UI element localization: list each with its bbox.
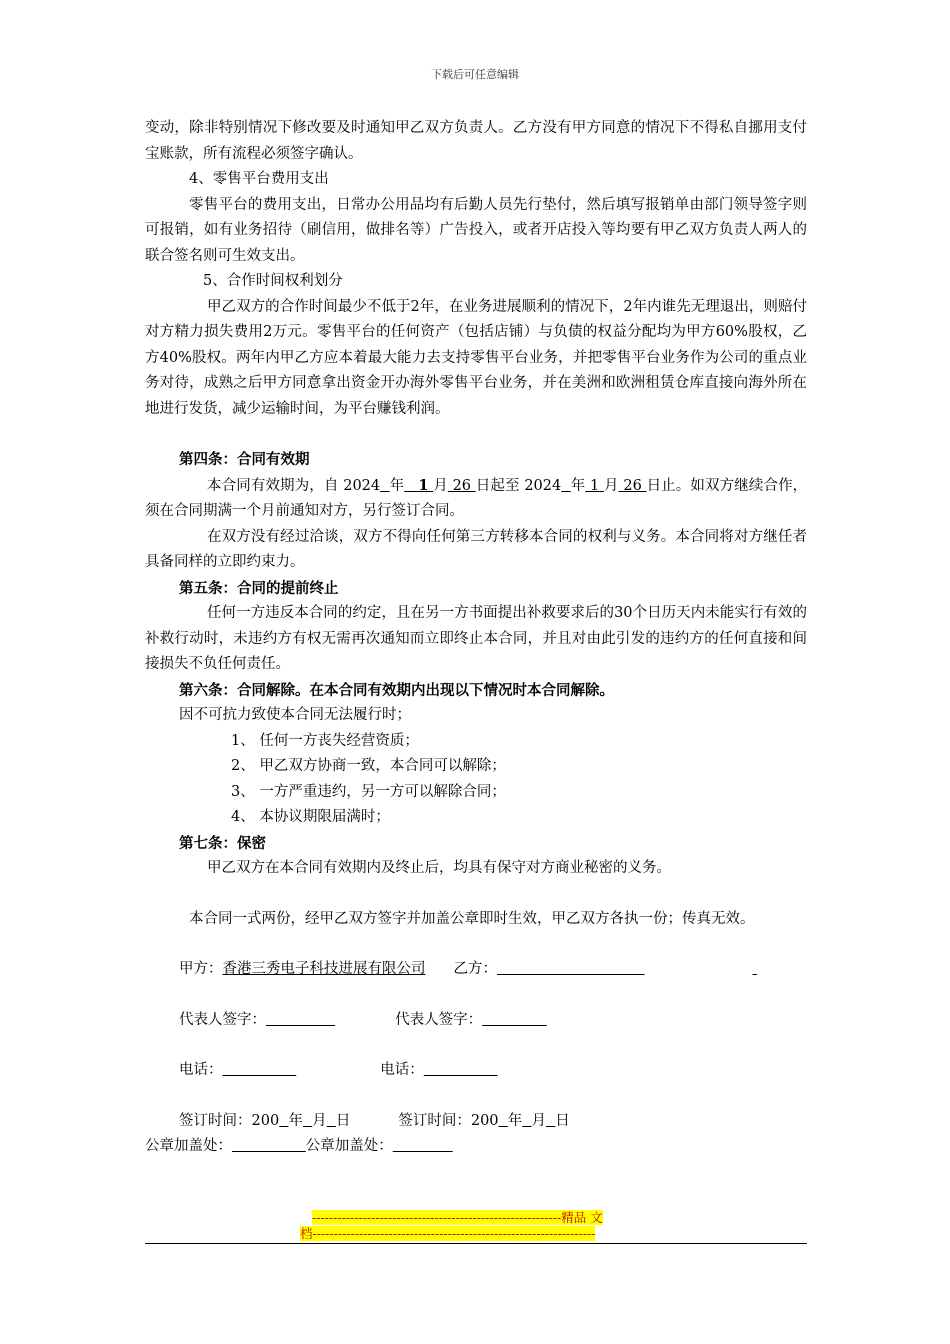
paragraph: 任何一方违反本合同的约定，且在另一方书面提出补救要求后的30个日历天内未能实行有效的补救行动时，未违约方有权无需再次通知而立即终止本合同，并且对由此引发的违约方的任何直接和间接损失不负任何责任。 xyxy=(145,605,807,672)
closing-paragraph: 本合同一式两份，经甲乙双方签字并加盖公章即时生效，甲乙双方各执一份；传真无效。 xyxy=(189,910,755,927)
list-item: 2、 甲乙双方协商一致，本合同可以解除； xyxy=(231,758,506,774)
article-4-title: 第四条：合同有效期 xyxy=(179,451,310,468)
paragraph: 甲乙双方的合作时间最少不低于2年，在业务进展顺利的情况下，2年内谁先无理退出，则赔付对方精力损失费用2万元。零售平台的任何资产（包括店铺）与负债的权益分配均为甲方60%股权，乙方40%股权。两年内甲乙方应本着最大能力去支持零售平台业务，并把零售平台业务作为公司的重点业务对待，成熟之后甲方同意拿出资金开办海外零售平台业务，并在美洲和欧洲租赁仓库直接向海外所在地进行发货，减少运输时间，为平台赚钱利润。 xyxy=(145,298,807,417)
signature-seals: 公章加盖处： 公章加盖处： xyxy=(145,1138,393,1154)
paragraph: 零售平台的费用支出，日常办公用品均有后勤人员先行垫付，然后填写报销单由部门领导签字则可报销，如有业务招待（刷信用，做排名等）广告投入，或者开店投入等均要有甲乙双方负责人两人的联合签名则可生效支出。 xyxy=(145,196,807,264)
footer-watermark: -----------------------------------------------------------精品 文 档------------------------------------------------------------------- xyxy=(300,1210,603,1241)
article-4-validity: 本合同有效期为，自 2024 年 1 月 26 日起至 2024 年 1 月 26 日止。如双方继续合作，须在合同期满一个月前通知对方，另行签订合同。 xyxy=(145,476,808,519)
article-5-title: 第五条：合同的提前终止 xyxy=(179,579,339,597)
signature-dates: 签订时间：200 年 月 日 签订时间：200 年 月 日 xyxy=(179,1112,570,1129)
page-header: 下载后可任意编辑 xyxy=(431,68,519,81)
section-heading-4: 4、零售平台费用支出 xyxy=(189,171,329,187)
party-a-name: 香港三秀电子科技进展有限公司 xyxy=(222,961,426,977)
paragraph: 在双方没有经过洽谈，双方不得向任何第三方转移本合同的权利与义务。本合同将对方继任者具备同样的立即约束力。 xyxy=(145,528,807,570)
footer-divider xyxy=(145,1243,807,1244)
document-body xyxy=(145,116,807,1160)
paragraph: 甲乙双方在本合同有效期内及终止后，均具有保守对方商业秘密的义务。 xyxy=(207,860,671,876)
section-heading-5: 5、合作时间权利划分 xyxy=(203,273,343,289)
signature-phones: 电话： 电话： xyxy=(179,1062,424,1078)
list-item: 1、 任何一方丧失经营资质； xyxy=(231,732,419,749)
paragraph: 变动，除非特别情况下修改要及时通知甲乙双方负责人。乙方没有甲方同意的情况下不得私自挪用支付宝账款，所有流程必须签字确认。 xyxy=(145,120,807,162)
article-6-intro: 因不可抗力致使本合同无法履行时； xyxy=(179,707,411,723)
signature-parties: 甲方：香港三秀电子科技进展有限公司 乙方： xyxy=(179,961,497,977)
list-item: 3、 一方严重违约，另一方可以解除合同； xyxy=(231,783,506,800)
article-7-title: 第七条：保密 xyxy=(179,834,266,852)
list-item: 4、 本协议期限届满时； xyxy=(231,809,390,825)
signature-representatives: 代表人签字： 代表人签字： xyxy=(179,1011,483,1028)
article-6-title: 第六条：合同解除。在本合同有效期内出现以下情况时本合同解除。 xyxy=(179,681,614,699)
